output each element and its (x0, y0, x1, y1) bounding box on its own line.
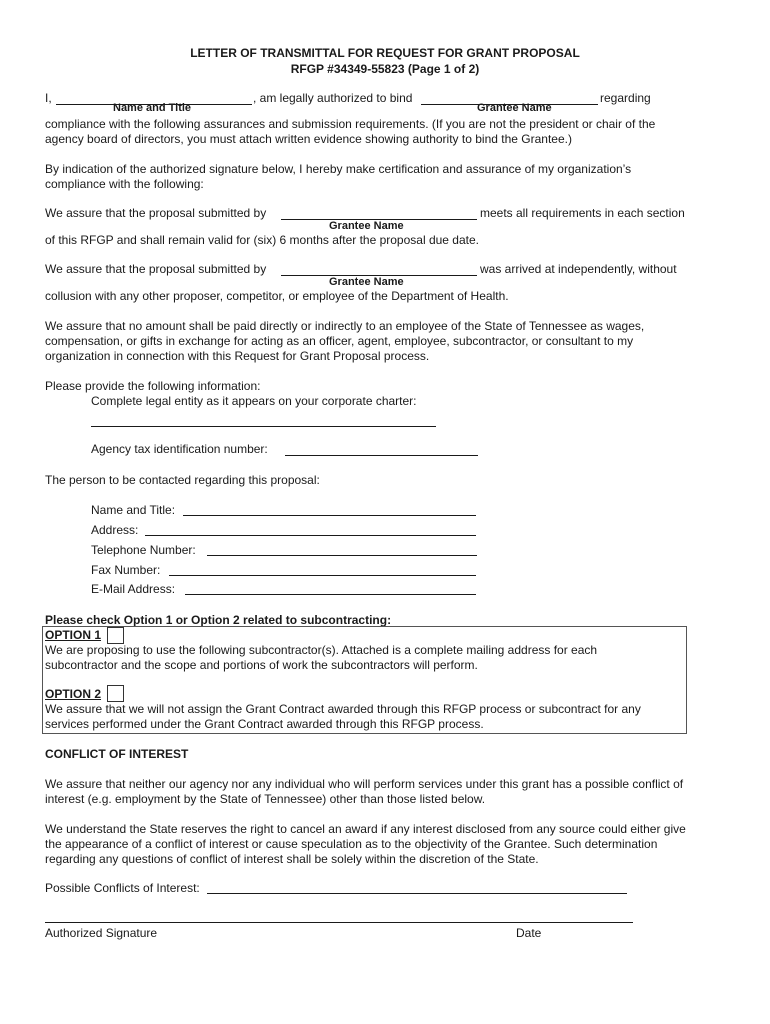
certification-line-2: compliance with the following: (45, 177, 204, 191)
page-title: LETTER OF TRANSMITTAL FOR REQUEST FOR GRANT PROPOSAL (190, 46, 580, 60)
date-label: Date (516, 926, 542, 940)
assurance-3-line-3: organization in connection with this Request for Grant Proposal process. (45, 349, 430, 363)
contact-address-label: Address: (91, 523, 139, 537)
possible-conflicts-field[interactable] (207, 893, 627, 894)
contact-prompt: The person to be contacted regarding this proposal: (45, 473, 320, 487)
subcontracting-prompt: Please check Option 1 or Option 2 related to subcontracting: (45, 613, 392, 627)
assurance-1-end: meets all requirements in each section (480, 206, 685, 220)
conflict-p2-line-2: the appearance of a conflict of interest or cause speculation as to the objectivity of the Grantee. Such determination (45, 837, 658, 851)
contact-name-title-label: Name and Title: (91, 503, 176, 517)
option-2-line-2: services performed under the Grant Contract awarded through this RFGP process. (45, 717, 484, 731)
certification-line-1: By indication of the authorized signature below, I hereby make certification and assurance of my organization’s (45, 162, 632, 176)
assurance-1-caption: Grantee Name (329, 220, 404, 232)
assurance-2-line-2: collusion with any other proposer, competitor, or employee of the Department of Health. (45, 289, 509, 303)
option-2-label: OPTION 2 (45, 687, 102, 701)
legal-entity-label: Complete legal entity as it appears on your corporate charter: (91, 394, 417, 408)
contact-fax-label: Fax Number: (91, 563, 161, 577)
intro-lead: I, (45, 91, 52, 105)
conflict-p2-line-3: regarding any questions of conflict of interest shall be solely within the discretion of the State. (45, 852, 539, 866)
contact-name-title-field[interactable] (183, 515, 476, 516)
legal-entity-field[interactable] (91, 426, 436, 427)
authorized-signature-label: Authorized Signature (45, 926, 158, 940)
intro-end-text: regarding (600, 91, 651, 105)
name-title-caption: Name and Title (113, 102, 192, 114)
option-1-label: OPTION 1 (45, 628, 102, 642)
tax-id-field[interactable] (285, 455, 478, 456)
possible-conflicts-label: Possible Conflicts of Interest: (45, 881, 200, 895)
conflict-p2-line-1: We understand the State reserves the right to cancel an award if any interest disclosed from any source could either give (45, 822, 686, 836)
tax-id-label: Agency tax identification number: (91, 442, 268, 456)
info-prompt: Please provide the following information: (45, 379, 261, 393)
conflict-p1-line-1: We assure that neither our agency nor any individual who will perform services under this grant has a possible conflict of (45, 777, 684, 791)
contact-address-field[interactable] (145, 535, 476, 536)
page-subtitle: RFGP #34349-55823 (Page 1 of 2) (290, 62, 480, 76)
assurance-2-lead: We assure that the proposal submitted by (45, 262, 267, 276)
conflict-p1-line-2: interest (e.g. employment by the State of Tennessee) other than those listed below. (45, 792, 486, 806)
grantee-name-caption: Grantee Name (477, 102, 552, 114)
assurance-2-caption: Grantee Name (329, 276, 404, 288)
intro-line-3: agency board of directors, you must attach written evidence showing authority to bind the Grantee.) (45, 132, 572, 146)
option-1-line-1: We are proposing to use the following subcontractor(s). Attached is a complete mailing address for each (45, 643, 598, 657)
conflict-heading: CONFLICT OF INTEREST (45, 747, 189, 761)
intro-line-2: compliance with the following assurances and submission requirements. (If you are not the president or chair of the (45, 117, 656, 131)
signature-line[interactable] (45, 922, 633, 923)
assurance-2-end: was arrived at independently, without (480, 262, 677, 276)
contact-fax-field[interactable] (169, 575, 476, 576)
assurance-3-line-1: We assure that no amount shall be paid directly or indirectly to an employee of the State of Tennessee as wages, (45, 319, 645, 333)
assurance-3-line-2: compensation, or gifts in exchange for acting as an officer, agent, employee, subcontractor, or consultant to my (45, 334, 634, 348)
assurance-1-line-2: of this RFGP and shall remain valid for (six) 6 months after the proposal due date. (45, 233, 479, 247)
contact-email-field[interactable] (185, 594, 476, 595)
option-1-line-2: subcontractor and the scope and portions of work the subcontractors will perform. (45, 658, 478, 672)
option-2-checkbox[interactable] (107, 685, 124, 702)
contact-email-label: E-Mail Address: (91, 582, 176, 596)
intro-mid-text: , am legally authorized to bind (253, 91, 413, 105)
option-2-line-1: We assure that we will not assign the Grant Contract awarded through this RFGP process or subcontract for any (45, 702, 641, 716)
contact-telephone-field[interactable] (207, 555, 477, 556)
contact-telephone-label: Telephone Number: (91, 543, 196, 557)
assurance-1-lead: We assure that the proposal submitted by (45, 206, 267, 220)
option-1-checkbox[interactable] (107, 627, 124, 644)
